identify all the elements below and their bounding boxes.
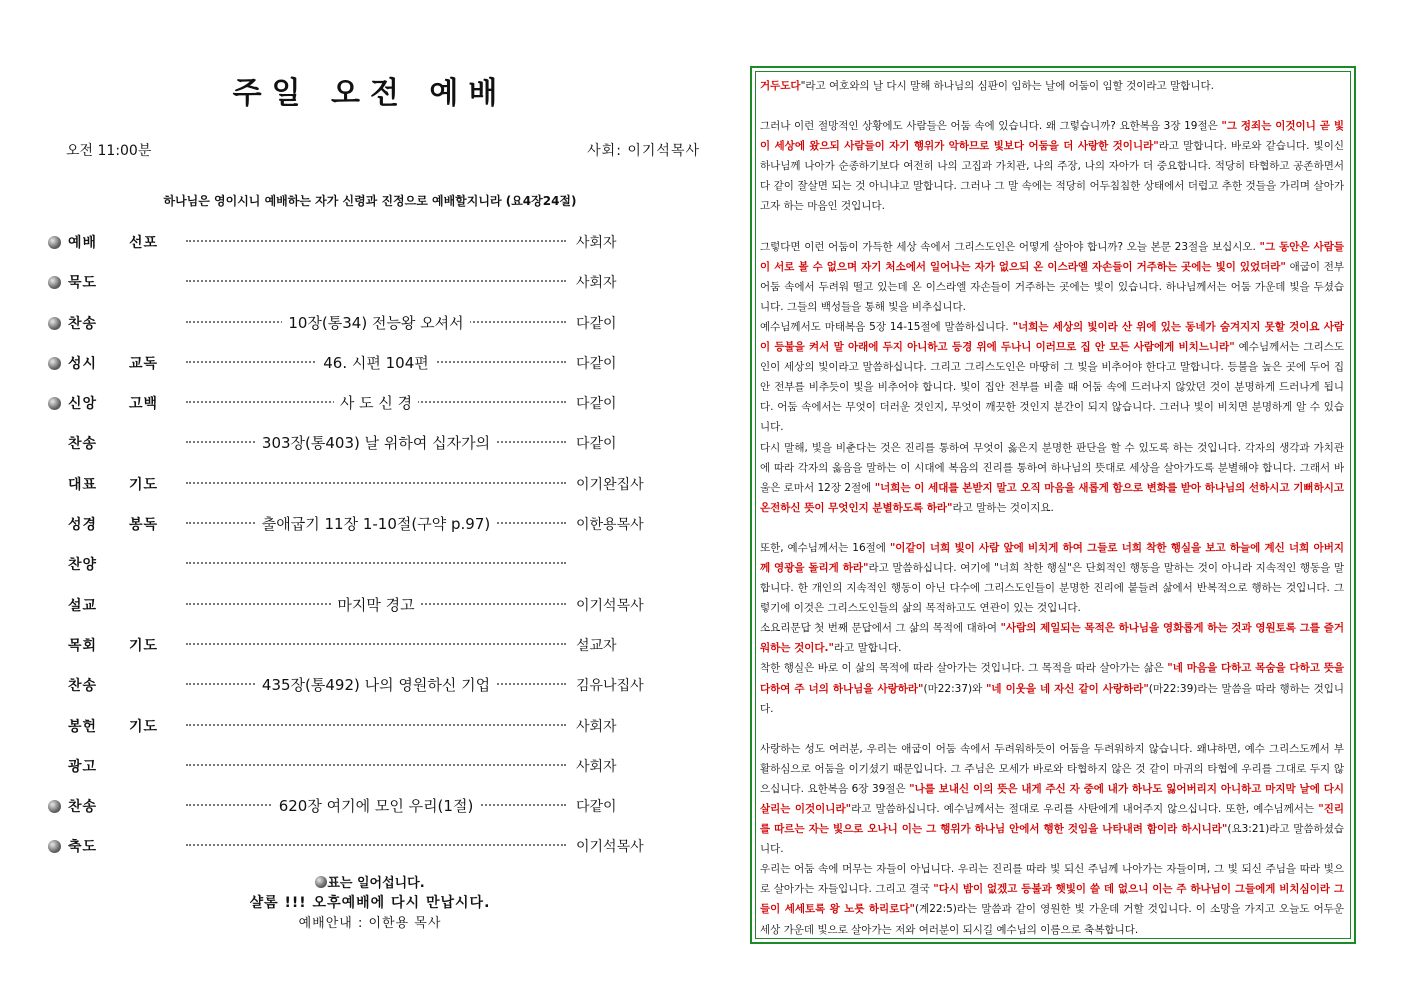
order-item-responsible: 다같이: [576, 799, 617, 816]
order-item-leader-dots: [186, 595, 566, 615]
sermon-paragraph: [760, 217, 1344, 237]
order-item-responsible: 이한용목사: [576, 517, 644, 534]
sermon-paragraph: [760, 96, 1344, 116]
order-item-name: 찬송: [68, 799, 98, 816]
sermon-span: 라고 말씀하십니다. 여기에 "너희 착한 행실"은 단회적인 행동을 말하는 것이 아니라 지속적인 행동을 말합니다. 한 개인의 지속적인 행동이 아닌 다수에 그리스도인들이 분명한 진리에 붙들려 삶에서 반복적으로 행하는 것입니다. 그렇기에 이것은 그리스도인들의 삶의 목적하고도 연관이 있는 것입니다.: [760, 561, 1344, 615]
scripture-quote: "이같이 너희 빛이 사람 앞에 비치게 하여 그들로 너희 착한 행실을 보고 하늘에 계신 너희 아버지께 영광을 돌리게 하라": [760, 541, 1344, 574]
order-row: [48, 383, 708, 423]
order-item-name: 찬양: [68, 557, 98, 574]
order-row: [48, 665, 708, 705]
order-row: [48, 746, 708, 786]
order-row: [48, 786, 708, 826]
bullet-icon: [48, 357, 61, 370]
sermon-span: 애굽이 전부 어둠 속에서 두려워 떨고 있는데 온 이스라엘 자손들이 거주하는 곳에는 빛이 있습니다. 하나님께서는 어둠 가운데 빛을 두셨습니다. 그들의 백성들을 통해 빛을 비추십니다.: [760, 260, 1344, 313]
order-item-content: 303장(통403) 날 위하여 십자가의: [256, 434, 496, 452]
sermon-paragraph: [760, 739, 1344, 860]
sermon-paragraph: [760, 618, 1344, 658]
scripture-quote: "나를 보내신 이의 뜻은 내게 주신 자 중에 내가 하나도 잃어버리지 아니하고 마지막 날에 다시 살리는 이것이니라": [760, 782, 1344, 815]
sermon-span: 우리는 어둠 속에 머무는 자들이 아닙니다. 우리는 진리를 따라 빛 되신 주님께 나아가는 자들이며, 그 빛 되신 주님을 따라 빛으로 살아가는 자들입니다. 그리고 결국: [760, 863, 1344, 896]
order-item-name: 봉헌 기도: [68, 718, 158, 735]
order-item-name: 광고: [68, 758, 98, 775]
order-item-leader-dots: [186, 796, 566, 816]
order-item-responsible: 사회자: [576, 235, 617, 251]
sermon-paragraph: [760, 859, 1344, 939]
sermon-span: (마22:37)와: [923, 682, 986, 695]
bullet-icon: [48, 276, 61, 289]
sermon-paragraph: [760, 518, 1344, 538]
order-item-content: 사 도 신 경: [334, 394, 418, 412]
order-item-leader-dots: [186, 232, 566, 252]
sermon-paragraph: [760, 237, 1344, 317]
order-item-content: 620장 여기에 모인 우리(1절): [273, 797, 480, 815]
order-item-leader-dots: [186, 836, 566, 856]
order-item-responsible: 사회자: [576, 758, 617, 775]
scripture-quote: "진리를 따르는 자는 빛으로 오나니 이는 그 행위가 하나님 안에서 행한 것임을 나타내려 함이라 하시니라": [760, 803, 1344, 836]
scripture-quote: "네 이웃을 네 자신 같이 사랑하라": [985, 682, 1149, 695]
order-item-leader-dots: [186, 313, 566, 333]
sermon-span: (계22:5)라는 말씀과 같이 영원한 빛 가운데 거할 것입니다. 이 소망을 가지고 오늘도 어두운 세상 가운데 빛으로 살아가는 저와 여러분이 되시길 예수님의 이름으로 축복합니다.: [760, 903, 1345, 936]
worship-order-page: [40, 60, 700, 960]
order-item-leader-dots: [186, 554, 566, 574]
order-item-content: 출애굽기 11장 1-10절(구약 p.97): [256, 515, 496, 533]
sermon-span: 라고 말합니다. 바로와 같습니다. 빛이신 하나님께 나아가 순종하기보다 여전히 나의 고집과 가치관, 나의 주장, 나의 자아가 더 중요합니다. 적당히 타협하고 공존하면서 다 같이 잘살면 되는 것 아니냐고 말합니다. 그러나 그 말 속에는 적당히 어두침침한 상태에서 더럽고 추한 것들을 가리며 살아가고자 하는 마음인 것입니다.: [760, 140, 1344, 213]
sermon-text: [760, 76, 1344, 940]
sermon-paragraph: [760, 438, 1344, 518]
order-item-responsible: 다같이: [576, 315, 617, 332]
order-item-content: 435장(통492) 나의 영원하신 기업: [256, 676, 496, 694]
order-item-name: 찬송: [68, 678, 98, 695]
order-row: [48, 343, 708, 383]
scripture-quote: "너희는 이 세대를 본받지 말고 오직 마음을 새롭게 함으로 변화를 받아 하나님의 선하시고 기뻐하시고 온전하신 뜻이 무엇인지 분별하도록 하라": [760, 481, 1344, 514]
scripture-quote: "사람의 제일되는 목적은 하나님을 영화롭게 하는 것과 영원토록 그를 즐거워하는 것이다.": [760, 622, 1344, 655]
order-item-responsible: 사회자: [576, 275, 617, 292]
page-title: 주일 오전 예배: [232, 76, 508, 111]
sermon-paragraph: [760, 658, 1344, 718]
sermon-span: 예수님께서도 마태복음 5장 14-15절에 말씀하십니다.: [760, 320, 1013, 333]
bullet-icon: [48, 840, 61, 853]
order-item-responsible: 다같이: [576, 355, 617, 372]
sermon-span: "라고 여호와의 날 다시 말해 하나님의 심판이 임하는 날에 어둠이 임할 것이라고 말합니다.: [800, 80, 1214, 92]
sermon-span: 예수님께서는 그리스도인이 세상의 빛이라고 말씀하십니다. 그리고 그리스도인은 마땅히 그 빛을 비추어야 한다고 말합니다. 등불을 높은 곳에 두어 집안 전부를 비추듯이 빛을 비추어야 합니다. 빛이 집안 전부를 비출 때 어둠 속에 드러나지 않았던 것이 분명하게 드러나게 됩니다. 어둠 속에서는 무엇이 더러운 것인지, 무엇이 깨끗한 것인지 분간이 되지 않습니다. 그러나 빛이 비치면 분명하게 알 수 있습니다.: [760, 341, 1344, 434]
order-item-name: 묵도: [68, 275, 98, 292]
sermon-span: 다시 말해, 빛을 비춘다는 것은 진리를 통하여 무엇이 옳은지 분명한 판단을 할 수 있도록 하는 것입니다. 각자의 생각과 가치관에 따라 각자의 옳음을 말하는 이 시대에 복음의 진리를 통하여 하나님의 뜻대로 세상을 살아가도록 분별해야 합니다. 그래서 바울은 로마서 12장 2절에: [760, 441, 1344, 494]
sermon-span: 소요리문답 첫 번째 문답에서 그 삶의 목적에 대하여: [760, 622, 1001, 635]
order-row: [48, 504, 708, 544]
sermon-span: (요3:21)라고 말씀하셨습니다.: [760, 823, 1344, 856]
sermon-panel: [750, 66, 1356, 944]
service-leader: 사회: 이기석목사: [587, 143, 700, 159]
order-item-name: 성시 교독: [68, 355, 158, 372]
order-row: [48, 303, 708, 343]
order-item-name: 목회 기도: [68, 637, 158, 654]
order-item-leader-dots: [186, 635, 566, 655]
order-row: [48, 625, 708, 665]
sermon-span: 라고 말하는 것이지요.: [952, 501, 1054, 514]
order-item-leader-dots: [186, 675, 566, 695]
order-of-service: [48, 222, 708, 867]
sermon-span: 착한 행실은 바로 이 삶의 목적에 따라 살아가는 것입니다. 그 목적을 따라 살아가는 삶은: [760, 662, 1168, 675]
sermon-paragraph: [760, 116, 1344, 216]
sermon-span: (마22:39)라는 말씀을 따라 행하는 것입니다.: [760, 682, 1345, 715]
scripture-quote: "그 정죄는 이것이니 곧 빛이 세상에 왔으되 사람들이 자기 행위가 악하므로 빛보다 어둠을 더 사랑한 것이니라": [760, 120, 1344, 153]
order-item-name: 대표 기도: [68, 476, 158, 493]
order-item-content: 46. 시편 104편: [317, 354, 435, 372]
bullet-icon: [315, 876, 327, 888]
order-row: [48, 423, 708, 463]
sermon-span: 또한, 예수님께서는 16절에: [760, 541, 890, 554]
bullet-icon: [48, 236, 61, 249]
order-item-responsible: 이기석목사: [576, 839, 644, 856]
order-row: [48, 544, 708, 584]
order-item-leader-dots: [186, 353, 566, 373]
bullet-icon: [48, 800, 61, 813]
order-item-content: 마지막 경고: [331, 596, 420, 614]
stand-note: [40, 872, 700, 891]
order-item-leader-dots: [186, 756, 566, 776]
order-item-leader-dots: [186, 474, 566, 494]
service-guide: 예배안내 : 이한용 목사: [298, 916, 442, 931]
order-item-leader-dots: [186, 716, 566, 736]
order-item-name: 설교: [68, 597, 98, 614]
order-row: [48, 585, 708, 625]
order-item-leader-dots: [186, 272, 566, 292]
bullet-icon: [48, 397, 61, 410]
stand-note-text: 표는 일어섭니다.: [327, 876, 425, 891]
order-item-responsible: 설교자: [576, 637, 617, 654]
order-item-responsible: 사회자: [576, 718, 617, 735]
service-time: 오전 11:00분: [66, 143, 152, 159]
order-item-responsible: 김유나집사: [576, 678, 644, 695]
order-row: [48, 706, 708, 746]
scripture-quote: 거두도다: [760, 80, 801, 92]
sermon-span: 라고 말씀하십니다. 예수님께서는 절대로 우리를 사탄에게 내어주지 않으십니다. 또한, 예수님께서는: [851, 803, 1319, 815]
scripture-quote: "너희는 세상의 빛이라 산 위에 있는 동네가 숨겨지지 못할 것이요 사람이 등불을 켜서 말 아래에 두지 아니하고 등경 위에 두나니 이러므로 집 안 모든 사람에게 비치느니라": [760, 320, 1345, 354]
worship-motto: 하나님은 영이시니 예배하는 자가 신령과 진정으로 예배할지니라 (요4장24절): [163, 194, 577, 208]
order-item-responsible: 다같이: [576, 396, 617, 413]
sermon-paragraph: [760, 76, 1344, 96]
order-row: [48, 464, 708, 504]
bullet-icon: [48, 317, 61, 330]
scripture-quote: "그 동안은 사람들이 서로 볼 수 없으며 자기 처소에서 일어나는 자가 없으되 온 이스라엘 자손들이 거주하는 곳에는 빛이 있었더라": [760, 240, 1344, 273]
sermon-paragraph: [760, 317, 1344, 438]
order-item-responsible: 이기석목사: [576, 597, 644, 614]
order-row: [48, 262, 708, 302]
order-item-name: 찬송: [68, 436, 98, 453]
order-item-leader-dots: [186, 514, 566, 534]
scripture-quote: "네 마음을 다하고 목숨을 다하고 뜻을 다하여 주 너의 하나님을 사랑하라": [760, 662, 1344, 695]
order-item-name: 축도: [68, 839, 98, 856]
sermon-span: 그렇다면 이런 어둠이 가득한 세상 속에서 그리스도인은 어떻게 살아야 합니까? 오늘 본문 23절을 보십시오.: [760, 240, 1260, 253]
order-row: [48, 826, 708, 866]
sermon-span: 사랑하는 성도 여러분, 우리는 애굽이 어둠 속에서 두려워하듯이 어둠을 두려워하지 않습니다. 왜냐하면, 예수 그리스도께서 부활하심으로 어둠을 이기셨기 때문입니다. 그 주님은 모세가 바로와 타협하지 않은 것 같이 마귀의 타협에 우리를 그대로 두지 않으십니다. 요한복음 6장 39절은: [760, 742, 1344, 795]
order-item-name: 예배 선포: [68, 235, 158, 251]
order-item-name: 성경 봉독: [68, 517, 158, 534]
order-item-content: 10장(통34) 전능왕 오셔서: [282, 314, 469, 332]
sermon-paragraph: [760, 719, 1344, 739]
scripture-quote: "다시 밤이 없겠고 등불과 햇빛이 쓸 데 없으니 이는 주 하나님이 그들에게 비치심이라 그들이 세세토록 왕 노릇 하리로다": [760, 883, 1344, 916]
order-item-leader-dots: [186, 433, 566, 453]
order-row: [48, 222, 708, 262]
order-item-responsible: 다같이: [576, 436, 617, 453]
sermon-span: 라고 말합니다.: [833, 642, 902, 655]
order-item-name: 신앙 고백: [68, 396, 158, 413]
farewell-message: 샬롬 !!! 오후예배에 다시 만납시다.: [249, 895, 491, 911]
sermon-span: 그러나 이런 절망적인 상황에도 사람들은 어둠 속에 있습니다. 왜 그렇습니까? 요한복음 3장 19절은: [760, 120, 1222, 133]
sermon-paragraph: [760, 538, 1344, 618]
order-item-name: 찬송: [68, 315, 98, 332]
order-item-responsible: 이기완집사: [576, 476, 644, 493]
order-item-leader-dots: [186, 393, 566, 413]
